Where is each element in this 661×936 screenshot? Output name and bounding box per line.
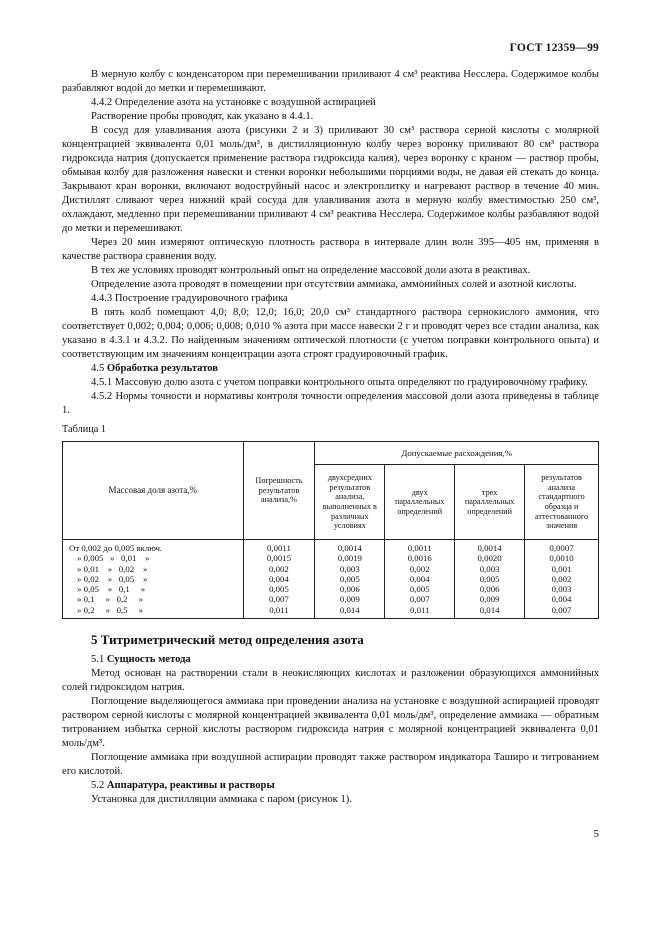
table-cell: 0,0011 xyxy=(267,543,291,553)
paragraph-distillation-unit: Установка для дистилляции аммиака с паром (рисунок 1). xyxy=(91,794,352,806)
section-5-1-heading xyxy=(62,653,599,667)
table-cell: 0,011 xyxy=(269,604,289,615)
table-cell: 0,002 xyxy=(551,573,572,584)
paragraph-optical-density: Через 20 мин измеряют оптическую плотность раствора в интервале длин волн 395—405 нм, применяя в качестве раствора сравнения воду. xyxy=(62,237,599,262)
table-cell: 0,003 xyxy=(551,584,572,595)
paragraph-dissolution: Растворение пробы проводят, как указано в 4.4.1. xyxy=(91,111,314,122)
table-cell: 0,006 xyxy=(339,584,360,595)
range-label: От 0,002 до 0,005 включ. xyxy=(69,543,163,553)
section-4-5-number: 4.5 xyxy=(91,363,105,374)
section-5-2-title: Аппаратура, реактивы и растворы xyxy=(106,780,275,792)
table-cell: 0,002 xyxy=(269,563,289,574)
range-label: » 0,01 » 0,02 » xyxy=(77,563,148,574)
table-cell: 0,005 xyxy=(409,584,430,595)
table-cell: 0,0016 xyxy=(407,553,432,564)
column-standard-sample-values xyxy=(525,540,599,619)
table-cell: 0,0020 xyxy=(477,553,502,564)
column-header-mass-fraction: Массовая доля азота,% xyxy=(63,442,244,540)
range-label: » 0,1 » 0,2 » xyxy=(77,594,143,605)
paragraph-room-conditions: Определение азота проводят в помещении при отсутствии аммиака, аммонийных солей и азотной кислоты. xyxy=(91,279,577,290)
range-label: » 0,02 » 0,05 » xyxy=(77,573,148,584)
section-5-1-title: Сущность метода xyxy=(106,654,191,666)
column-error-values xyxy=(243,540,315,619)
table-cell: 0,004 xyxy=(409,573,430,584)
table-cell: 0,014 xyxy=(479,604,500,615)
range-label: » 0,005 » 0,01 » xyxy=(77,553,150,564)
table-cell: 0,007 xyxy=(409,594,430,605)
page-header-standard-code: ГОСТ 12359—99 xyxy=(509,42,599,54)
table-cell: 0,007 xyxy=(551,604,572,615)
subsection-4-4-3-title: 4.4.3 Построение градуировочного графика xyxy=(91,293,288,304)
section-5-2-heading xyxy=(62,779,599,793)
table-cell: 0,0011 xyxy=(407,543,432,553)
paragraph-nessler: В мерную колбу с конденсатором при перемешивании приливают 4 см³ реактива Несслера. Содержимое колбы разбавляют водой до метки и перемешивают. xyxy=(62,69,599,94)
paragraph-control-test: В тех же условиях проводят контрольный опыт на определение массовой доли азота в реактивах. xyxy=(91,265,531,276)
table-cell: 0,006 xyxy=(479,584,500,595)
table-cell: 0,0014 xyxy=(337,543,362,553)
table-cell: 0,014 xyxy=(339,604,360,615)
column-two-parallel-values xyxy=(385,540,455,619)
section-4-5-heading xyxy=(62,362,599,376)
table-cell: 0,005 xyxy=(339,573,360,584)
table-cell: 0,003 xyxy=(479,563,500,574)
paragraph-method-basis: Метод основан на растворении стали в неокисляющих кислотах и разложении образующихся аммонийных солей гидроксидом натрия. xyxy=(62,668,599,694)
table-cell: 0,0007 xyxy=(549,543,574,553)
table-cell: 0,009 xyxy=(479,594,500,605)
accuracy-table xyxy=(62,441,599,619)
paragraph-4-5-1: 4.5.1 Массовую долю азота с учетом поправки контрольного опыта определяют по градуировочному графику. xyxy=(91,377,588,388)
paragraph-4-5-2: 4.5.2 Нормы точности и нормативы контроля точности определения массовой доли азота приведены в таблице 1. xyxy=(62,391,599,416)
column-header-allowed-discrepancies: Допускаемые расхождения,% xyxy=(315,442,599,465)
table-cell: 0,004 xyxy=(551,594,572,605)
column-header-standard-sample: результатов анализа стандартного образца и аттестованного значения xyxy=(525,465,599,540)
table-cell: 0,003 xyxy=(339,563,360,574)
table-cell: 0,005 xyxy=(269,584,289,595)
column-mass-fraction-ranges xyxy=(63,540,244,619)
column-header-error: Погрешность результатов анализа,% xyxy=(243,442,315,540)
table-cell: 0,0019 xyxy=(337,553,362,564)
paragraph-tashiro: Поглощение аммиака при воздушной аспирации проводят также раствором индикатора Таширо и титрованием его кислотой. xyxy=(62,752,599,778)
paragraph-ammonia-absorption: Поглощение выделяющегося аммиака при проведении анализа на установке с воздушной аспирацией проводят раствором серной кислоты с молярной концентрацией эквивалента 0,01 моль/дм³, определение аммиака — обратным титрованием избытка серной кислоты раствором гидроксида натрия с молярной концентрацией эквивалента 0,01 моль/дм³. xyxy=(62,696,599,750)
page-body xyxy=(62,68,599,807)
page-number: 5 xyxy=(593,828,599,840)
table-caption: Таблица 1 xyxy=(62,424,107,435)
subsection-4-4-2-title: 4.4.2 Определение азота на установке с воздушной аспирацией xyxy=(91,97,376,108)
table-cell: 0,0014 xyxy=(477,543,502,553)
table-cell: 0,007 xyxy=(269,594,289,605)
column-three-parallel-values xyxy=(455,540,525,619)
table-cell: 0,011 xyxy=(409,604,430,615)
paragraph-procedure: В сосуд для улавливания азота (рисунки 2 и 3) приливают 30 см³ раствора серной кислоты с молярной концентрацией эквивалента 0,01 моль/дм³, в дистилляционную колбу через воронку приливают 80 см³ раствора гидроксида натрия (допускается применение раствора гидроксида калия), через воронку с краном — раствор пробы, обмывая колбу для разложения навески и стенки воронки небольшими порциями воды, не давая ей стекать до конца. Закрывают кран воронки, включают водоструйный насос и электроплитку и нагревают раствор в течение 40 мин. Дистиллят сливают через нижний край сосуда для улавливания азота в мерную колбу вместимостью 250 см³, охлаждают, медленно при перемешивании приливают 4 см³ реактива Несслера. Содержимое колбы разбавляют водой до метки и перемешивают. xyxy=(62,125,599,234)
paragraph-calibration: В пять колб помещают 4,0; 8,0; 12,0; 16,0; 20,0 см³ стандартного раствора сернокислого аммония, что соответствует 0,002; 0,004; 0,006; 0,008; 0,010 % азота при массе навески 2 г и проводят через все стадии анализа, как указано в 4.3.1 и 4.3.2. По найденным значениям оптической плотности (с учетом поправки контрольного опыта) и соответствующим им значениям концентрации азота строят градуировочный график. xyxy=(62,307,599,360)
table-cell: 0,0015 xyxy=(266,553,292,564)
range-label: » 0,05 » 0,1 » xyxy=(77,584,146,595)
table-cell: 0,002 xyxy=(409,563,430,574)
table-cell: 0,004 xyxy=(269,573,289,584)
section-5-2-number: 5.2 xyxy=(91,780,105,792)
table-row xyxy=(63,540,599,619)
table-cell: 0,005 xyxy=(479,573,500,584)
table-cell: 0,009 xyxy=(339,594,360,605)
column-different-conditions-values xyxy=(315,540,385,619)
column-header-three-parallel: трех параллельных определений xyxy=(455,465,525,540)
range-label: » 0,2 » 0,5 » xyxy=(77,604,143,615)
section-4-5-title: Обработка результатов xyxy=(106,363,219,374)
column-header-two-parallel: двух параллельных определений xyxy=(385,465,455,540)
table-cell: 0,0010 xyxy=(549,553,574,564)
section-5-1-number: 5.1 xyxy=(91,654,105,666)
section-5-title: 5 Титриметрический метод определения азота xyxy=(91,632,364,648)
column-header-different-conditions: двухсредних результатов анализа, выполненных в различных условиях xyxy=(315,465,385,540)
table-cell: 0,001 xyxy=(551,563,572,574)
